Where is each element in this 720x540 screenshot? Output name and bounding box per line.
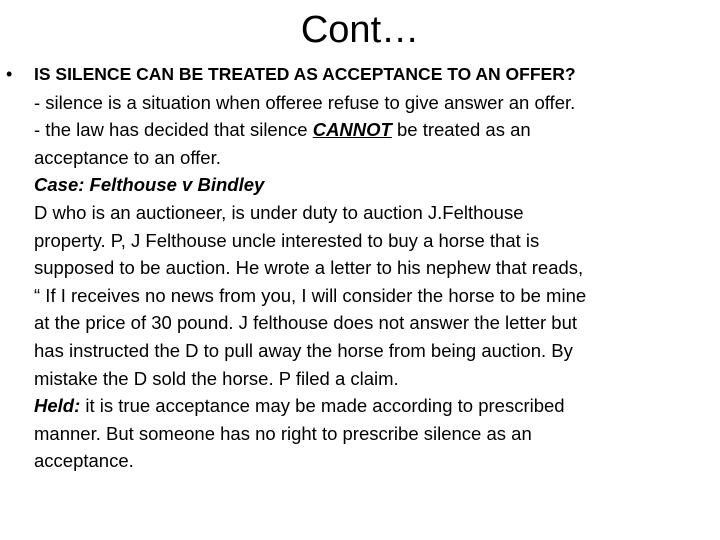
facts-line: D who is an auctioneer, is under duty to auction J.Felthouse xyxy=(34,201,524,223)
held-label: Held: xyxy=(34,395,81,417)
question-heading: IS SILENCE CAN BE TREATED AS ACCEPTANCE TO AN OFFER? xyxy=(34,64,576,84)
facts-line: property. P, J Felthouse uncle interested to buy a horse that is xyxy=(34,229,540,251)
law-line-continued: acceptance to an offer. xyxy=(34,146,221,168)
law-line-end: be treated as an xyxy=(391,119,531,141)
held-line xyxy=(34,392,718,420)
slide-body xyxy=(34,61,718,475)
case-title: Case: Felthouse v Bindley xyxy=(34,174,265,196)
held-line: manner. But someone has no right to prescribe silence as an xyxy=(34,422,532,444)
facts-line: supposed to be auction. He wrote a letter to his nephew that reads, xyxy=(34,257,584,279)
law-line xyxy=(34,116,718,144)
facts-line: mistake the D sold the horse. P filed a claim. xyxy=(34,367,399,389)
definition-line: - silence is a situation when offeree refuse to give answer an offer. xyxy=(34,91,576,113)
held-line: acceptance. xyxy=(34,450,134,472)
law-line-start: - the law has decided that silence xyxy=(34,119,313,141)
bullet-icon: • xyxy=(6,64,13,84)
law-line-emphasis: CANNOT xyxy=(312,119,392,141)
slide-title: Cont… xyxy=(300,9,420,51)
facts-line: has instructed the D to pull away the horse from being auction. By xyxy=(34,339,573,361)
facts-line: “ If I receives no news from you, I will consider the horse to be mine xyxy=(34,284,587,306)
facts-line: at the price of 30 pound. J felthouse does not answer the letter but xyxy=(34,312,578,334)
held-text: it is true acceptance may be made according to prescribed xyxy=(80,395,565,417)
